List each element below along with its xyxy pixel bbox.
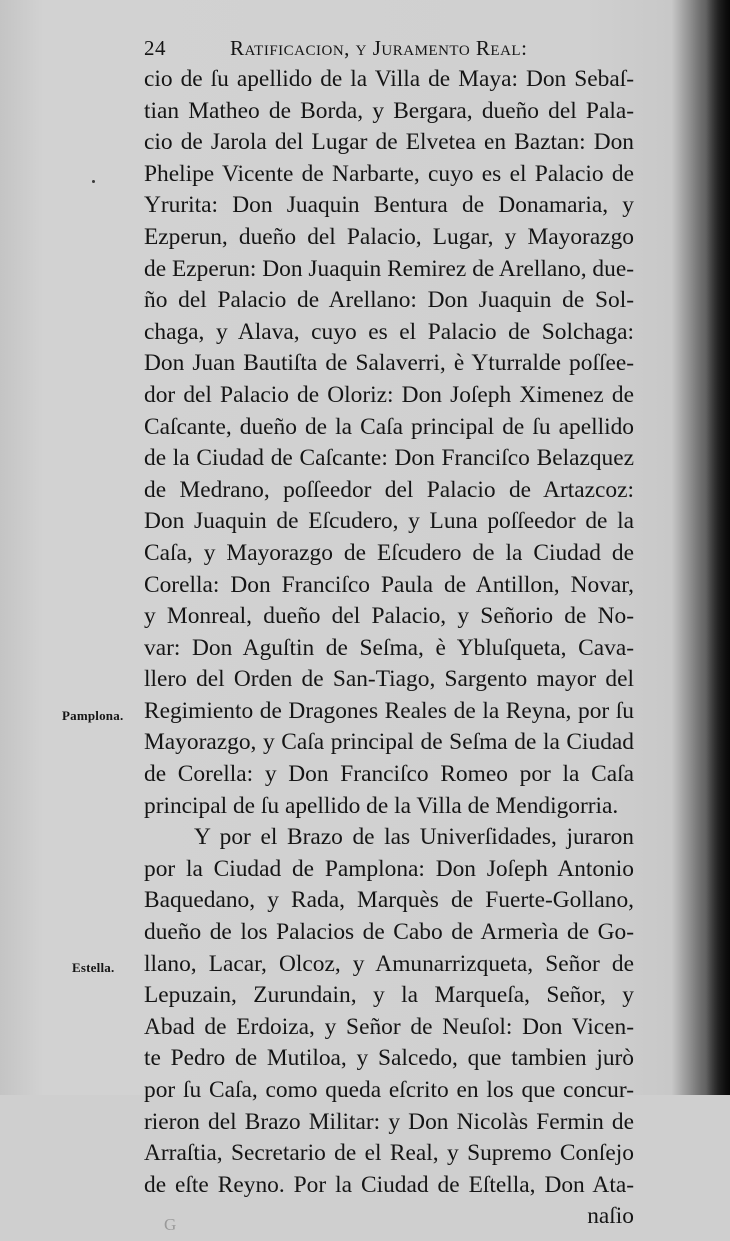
text-line: de Corella: y Don Franciſco Romeo por la Caſa <box>144 761 634 788</box>
text-line: de la Ciudad de Caſcante: Don Franciſco Belazquez <box>144 445 634 472</box>
text-line: ño del Palacio de Arellano: Don Juaquin de Sol- <box>144 287 634 314</box>
catchword-line <box>144 1201 634 1233</box>
text-line: Baquedano, y Rada, Marquès de Fuerte-Gollano, <box>144 887 634 914</box>
text-line: de Medrano, poſſeedor del Palacio de Artazcoz: <box>144 476 634 503</box>
paragraph-start-line: Y por el Brazo de las Univerſidades, juraron <box>194 824 634 851</box>
text-line: de Ezperun: Don Juaquin Remirez de Arellano, due- <box>144 255 634 282</box>
page-number: 24 <box>144 36 166 60</box>
text-line: Regimiento de Dragones Reales de la Reyna, por ſu <box>144 697 634 724</box>
text-line: cio de Jarola del Lugar de Elvetea en Baztan: Don <box>144 129 634 156</box>
text-line: tian Matheo de Borda, y Bergara, dueño del Pala- <box>144 97 634 124</box>
text-line: y Monreal, dueño del Palacio, y Señorio de No- <box>144 603 634 630</box>
text-line: chaga, y Alava, cuyo es el Palacio de Solchaga: <box>144 318 634 345</box>
text-line: por ſu Caſa, como queda eſcrito en los que concur- <box>144 1077 634 1103</box>
text-line: Arraſtia, Secretario de el Real, y Supremo Conſejo <box>144 1140 634 1167</box>
text-line: de eſte Reyno. Por la Ciudad de Eſtella, Don Ata- <box>144 1171 634 1198</box>
text-line: Don Juaquin de Eſcudero, y Luna poſſeedor de la <box>144 508 634 535</box>
text-line: var: Don Aguſtin de Seſma, è Ybluſqueta, Cava- <box>144 634 634 661</box>
paper-speck <box>92 180 95 183</box>
text-line: llero del Orden de San-Tiago, Sargento mayor del <box>144 666 634 693</box>
text-line: rieron del Brazo Militar: y Don Nicolàs Fermin de <box>144 1108 634 1135</box>
signature-mark: G <box>164 1215 177 1235</box>
running-head <box>144 36 644 66</box>
text-line: Lepuzain, Zurundain, y la Marqueſa, Señor, y <box>144 982 634 1009</box>
text-line: Abad de Erdoiza, y Señor de Neuſol: Don Vicen- <box>144 1013 634 1040</box>
text-line: llano, Lacar, Olcoz, y Amunarrizqueta, Señor de <box>144 950 634 977</box>
running-title: Ratificacion, y Juramento Real: <box>230 36 528 60</box>
text-line: Yrurita: Don Juaquin Bentura de Donamaria, y <box>144 192 634 219</box>
text-line: te Pedro de Mutiloa, y Salcedo, que tambien jurò <box>144 1045 634 1072</box>
text-line: cio de ſu apellido de la Villa de Maya: Don Sebaſ- <box>144 66 634 92</box>
text-line: principal de ſu apellido de la Villa de Mendigorria. <box>144 792 619 819</box>
text-line: Ezperun, dueño del Palacio, Lugar, y Mayorazgo <box>144 223 634 250</box>
text-line: Don Juan Bautiſta de Salaverri, è Yturralde poſſee- <box>144 350 634 377</box>
binding-shadow <box>706 0 730 1095</box>
text-line: por la Ciudad de Pamplona: Don Joſeph Antonio <box>144 855 634 882</box>
margin-note-estella: Estella. <box>72 960 115 975</box>
text-line: Caſcante, dueño de la Caſa principal de ſu apellido <box>144 413 634 440</box>
margin-note-pamplona: Pamplona. <box>62 708 124 723</box>
text-line: Phelipe Vicente de Narbarte, cuyo es el Palacio de <box>144 160 634 187</box>
body-text <box>144 64 634 1233</box>
catchword: naſio <box>587 1203 634 1230</box>
text-line: Mayorazgo, y Caſa principal de Seſma de la Ciudad <box>144 729 634 756</box>
text-line: dueño de los Palacios de Cabo de Armerìa de Go- <box>144 919 634 946</box>
text-line: dor del Palacio de Oloriz: Don Joſeph Ximenez de <box>144 381 634 408</box>
text-line: Corella: Don Franciſco Paula de Antillon, Novar, <box>144 571 634 598</box>
text-line: Caſa, y Mayorazgo de Eſcudero de la Ciudad de <box>144 539 634 566</box>
